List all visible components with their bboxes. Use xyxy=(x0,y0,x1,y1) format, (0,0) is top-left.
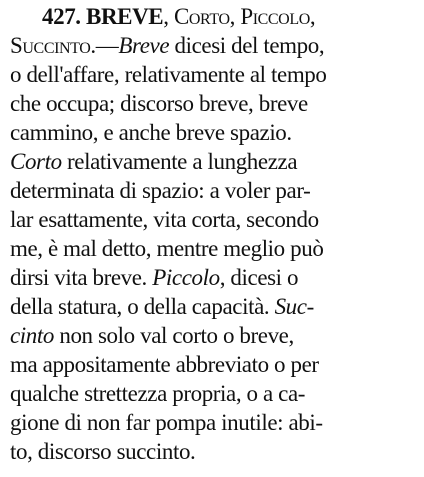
text-segment: .— xyxy=(90,33,119,58)
text-segment: determinata di spazio: a voler par- xyxy=(10,178,311,203)
entry-line xyxy=(10,294,424,320)
text-segment: , dicesi o xyxy=(219,265,299,290)
small-caps-term: Piccolo xyxy=(240,4,310,29)
entry-line xyxy=(10,323,424,349)
text-segment: , xyxy=(309,4,316,29)
entry-line xyxy=(10,265,424,291)
text-segment: della statura, o della capacità. xyxy=(10,294,275,319)
entry-line xyxy=(10,410,424,436)
text-segment: ma appositamente abbreviato o per xyxy=(10,352,319,377)
italic-term: Piccolo xyxy=(152,265,220,290)
entry-line xyxy=(10,62,424,88)
text-segment: dicesi del tempo, xyxy=(169,33,325,58)
text-segment: me, è mal detto, mentre meglio può xyxy=(10,236,324,261)
small-caps-term: Succinto xyxy=(10,33,91,58)
text-segment: o dell'affare, relativamente al tempo xyxy=(10,62,327,87)
text-segment: dirsi vita breve. xyxy=(10,265,153,290)
text-segment: non solo val corto o breve, xyxy=(54,323,294,348)
entry-line xyxy=(42,4,424,30)
text-segment: relativamente a lunghezza xyxy=(61,149,298,174)
entry-line xyxy=(10,33,424,59)
entry-line xyxy=(10,91,424,117)
entry-line xyxy=(10,149,424,175)
entry-line xyxy=(10,439,424,465)
text-segment: to, discorso succinto. xyxy=(10,439,196,464)
italic-term: Corto xyxy=(10,149,62,174)
entry-line xyxy=(10,381,424,407)
entry-line xyxy=(10,178,424,204)
text-segment: qualche strettezza propria, o a ca- xyxy=(10,381,306,406)
text-segment: cammino, e anche breve spazio. xyxy=(10,120,292,145)
entry-line xyxy=(10,120,424,146)
text-segment: , xyxy=(229,4,241,29)
bold-headword: 427. BREVE xyxy=(42,4,164,29)
text-segment: che occupa; discorso breve, breve xyxy=(10,91,308,116)
entry-line xyxy=(10,236,424,262)
text-segment: , xyxy=(163,4,174,29)
entry-line xyxy=(10,207,424,233)
small-caps-term: Corto xyxy=(173,4,230,29)
entry-line xyxy=(10,352,424,378)
italic-term: Suc- xyxy=(274,294,314,319)
italic-term: cinto xyxy=(10,323,54,348)
text-segment: gione di non far pompa inutile: abi- xyxy=(10,410,323,435)
text-segment: lar esattamente, vita corta, secondo xyxy=(10,207,319,232)
italic-term: Breve xyxy=(118,33,170,58)
